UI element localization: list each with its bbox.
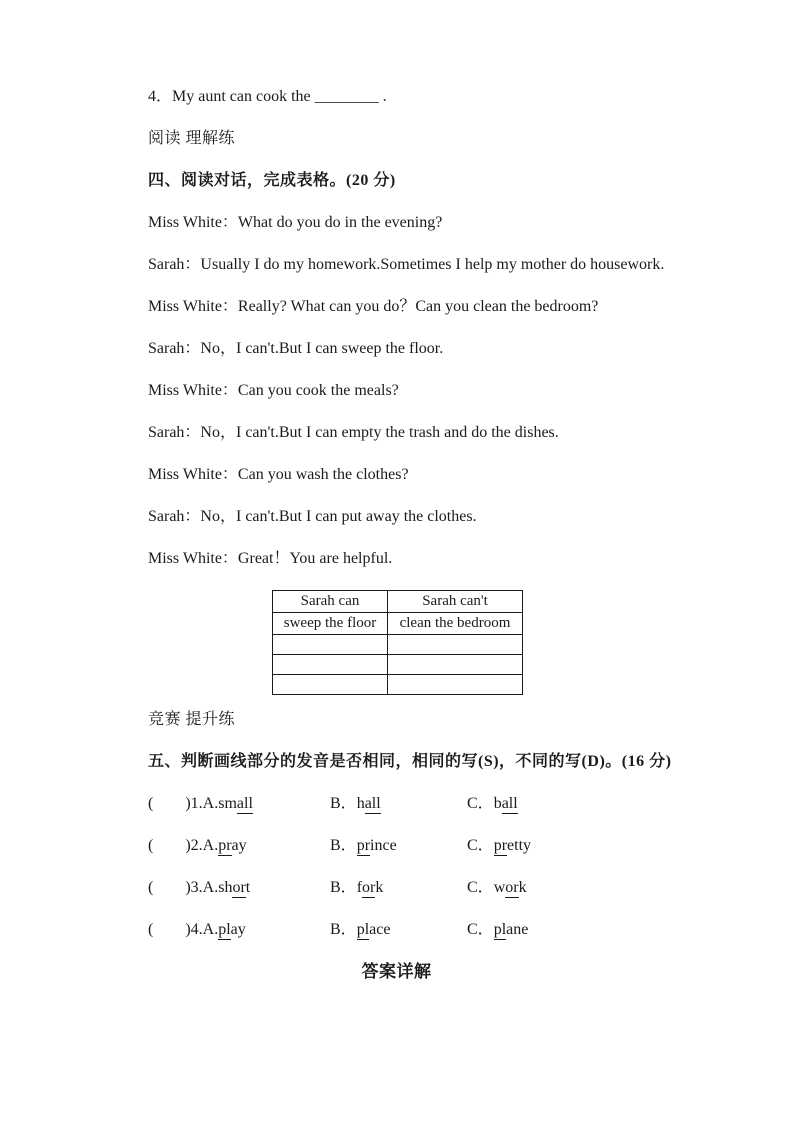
option-b <box>330 877 467 898</box>
table-header-sarah-cant: Sarah can't <box>388 591 523 613</box>
underlined-letters: or <box>362 879 376 896</box>
option-a <box>148 919 330 940</box>
option-label: C． <box>467 795 494 812</box>
table-cell-blank <box>388 675 523 695</box>
table-cell-blank <box>388 655 523 675</box>
phonics-item-3 <box>148 877 763 898</box>
dialogue-line: Miss White：Can you wash the clothes? <box>148 466 409 483</box>
underlined-letters: pr <box>218 837 232 854</box>
option-b <box>330 919 467 940</box>
option-c <box>467 919 528 940</box>
completion-table <box>272 590 523 695</box>
option-label: ( )4.A. <box>148 921 219 938</box>
option-text: k <box>375 879 384 896</box>
option-text: t <box>245 879 251 896</box>
table-header-row <box>273 591 523 613</box>
task-heading-five: 五、判断画线部分的发音是否相同，相同的写(S)，不同的写(D)。(16 分) <box>148 753 672 770</box>
option-label: ( )3.A. <box>148 879 219 896</box>
option-text: b <box>493 795 502 812</box>
dialogue-line: Sarah：No，I can't.But I can empty the trash and do the dishes. <box>148 424 559 441</box>
table-cell-blank <box>273 675 388 695</box>
phonics-item-1 <box>148 793 763 814</box>
dialogue-line: Sarah：No，I can't.But I can put away the clothes. <box>148 508 477 525</box>
underlined-letters: or <box>505 879 519 896</box>
option-text: etty <box>507 837 532 854</box>
option-c <box>467 793 518 814</box>
table-header-sarah-can: Sarah can <box>273 591 388 613</box>
table-cell-blank <box>273 655 388 675</box>
option-a <box>148 793 330 814</box>
table-row <box>273 613 523 635</box>
option-label: ( )1.A. <box>148 795 219 812</box>
underlined-letters: or <box>232 879 246 896</box>
option-label: B． <box>330 879 357 896</box>
underlined-letters: pr <box>356 837 371 854</box>
table-cell-blank <box>388 635 523 655</box>
option-b <box>330 793 467 814</box>
underlined-letters: pl <box>493 921 507 938</box>
dialogue-line: Miss White：What do you do in the evening? <box>148 214 443 231</box>
underlined-letters: all <box>501 795 518 812</box>
option-text: ace <box>369 921 391 938</box>
phonics-item-4 <box>148 919 763 940</box>
option-label: B． <box>330 921 357 938</box>
table-cell: sweep the floor <box>273 613 388 635</box>
underlined-letters: pr <box>493 837 508 854</box>
question-4-line: 4．My aunt can cook the ________ . <box>148 88 387 105</box>
option-text: f <box>356 879 363 896</box>
option-label: B． <box>330 837 357 854</box>
option-a <box>148 835 330 856</box>
option-text: k <box>518 879 527 896</box>
dialogue-line: Miss White：Can you cook the meals? <box>148 382 399 399</box>
option-c <box>467 877 527 898</box>
table-row <box>273 655 523 675</box>
option-text: ince <box>370 837 397 854</box>
underlined-letters: all <box>364 795 381 812</box>
answers-heading: 答案详解 <box>361 962 432 981</box>
underlined-letters: all <box>236 795 253 812</box>
option-label: B． <box>330 795 357 812</box>
option-label: C． <box>467 837 494 854</box>
dialogue-line: Sarah：No，I can't.But I can sweep the floor. <box>148 340 444 357</box>
option-label: ( )2.A. <box>148 837 219 854</box>
option-label: C． <box>467 879 494 896</box>
phonics-item-2 <box>148 835 763 856</box>
underlined-letters: pl <box>218 921 231 938</box>
dialogue-line: Sarah：Usually I do my homework.Sometimes I help my mother do housework. <box>148 256 665 273</box>
table-row <box>273 635 523 655</box>
section-label-contest: 竞赛 提升练 <box>148 711 236 728</box>
option-text: h <box>356 795 365 812</box>
task-heading-four: 四、阅读对话，完成表格。(20 分) <box>148 172 396 189</box>
option-text: sh <box>218 879 233 896</box>
option-text: ay <box>231 837 247 854</box>
option-b <box>330 835 467 856</box>
section-label-reading: 阅读 理解练 <box>148 130 236 147</box>
option-a <box>148 877 330 898</box>
table-cell: clean the bedroom <box>388 613 523 635</box>
option-label: C． <box>467 921 494 938</box>
option-c <box>467 835 531 856</box>
option-text: sm <box>218 795 237 812</box>
option-text: ane <box>506 921 529 938</box>
underlined-letters: pl <box>356 921 370 938</box>
dialogue-line: Miss White：Really? What can you do？Can you clean the bedroom? <box>148 298 599 315</box>
option-text: ay <box>230 921 246 938</box>
option-text: w <box>493 879 506 896</box>
table-cell-blank <box>273 635 388 655</box>
dialogue-line: Miss White：Great！You are helpful. <box>148 550 393 567</box>
table-row <box>273 675 523 695</box>
